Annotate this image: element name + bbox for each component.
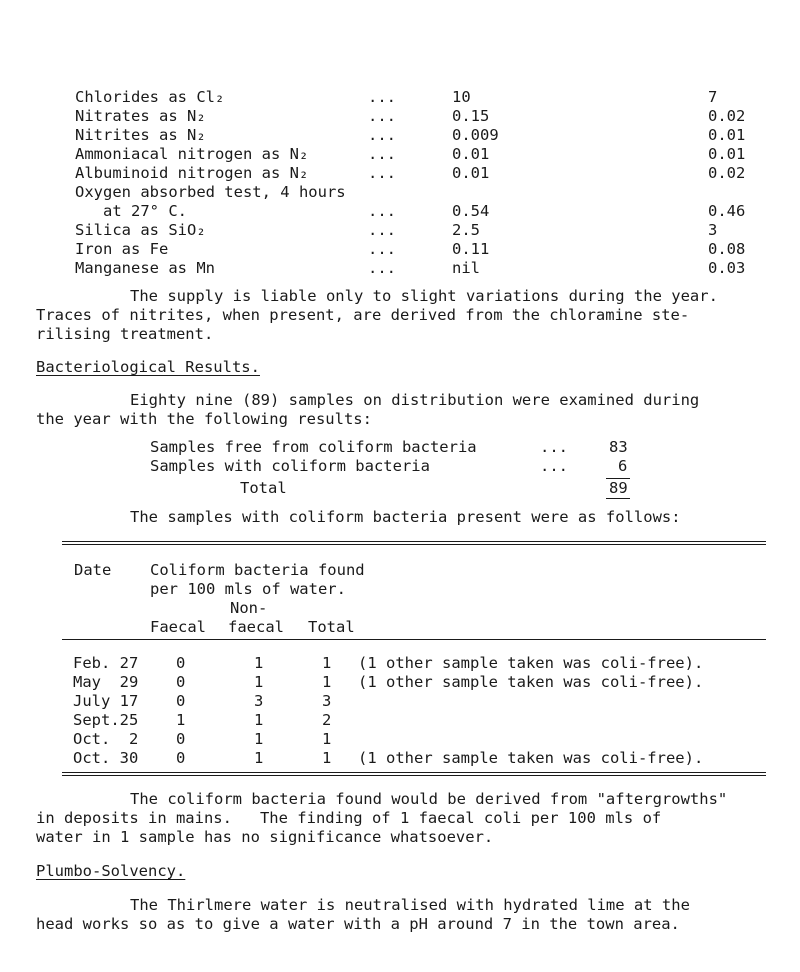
section-heading-plumbo-solvency: Plumbo-Solvency. — [36, 862, 186, 880]
samples-free-dots: ... — [540, 438, 568, 456]
analysis-value-2: 0.46 — [708, 202, 746, 220]
cell-faecal: 1 — [176, 711, 186, 729]
paragraph-line: The Thirlmere water is neutralised with hydrated lime at the — [130, 896, 690, 914]
analysis-dots: ... — [368, 88, 396, 106]
cell-total: 2 — [322, 711, 332, 729]
analysis-value-2: 0.01 — [708, 145, 746, 163]
paragraph-line: The coliform bacteria found would be derived from "aftergrowths" — [130, 790, 728, 808]
cell-note: (1 other sample taken was coli-free). — [358, 654, 704, 672]
cell-faecal: 0 — [176, 673, 186, 691]
cell-date: Oct. 30 — [73, 749, 139, 767]
paragraph-line: water in 1 sample has no significance whatsoever. — [36, 828, 494, 846]
analysis-dots: ... — [368, 145, 396, 163]
column-header-non: Non- — [230, 599, 268, 617]
samples-free-value: 83 — [609, 438, 628, 456]
paragraph-line: head works so as to give a water with a pH around 7 in the town area. — [36, 915, 680, 933]
cell-note: (1 other sample taken was coli-free). — [358, 749, 704, 767]
paragraph-line: rilising treatment. — [36, 325, 214, 343]
cell-faecal: 0 — [176, 654, 186, 672]
analysis-row — [0, 202, 800, 221]
cell-total: 1 — [322, 654, 332, 672]
analysis-value-2: 0.02 — [708, 164, 746, 182]
paragraph-line: Eighty nine (89) samples on distribution were examined during — [130, 391, 700, 409]
analysis-label: Albuminoid nitrogen as N₂ — [75, 164, 309, 182]
cell-total: 3 — [322, 692, 332, 710]
analysis-value-2: 7 — [708, 88, 718, 106]
cell-total: 1 — [322, 673, 332, 691]
paragraph-line: Traces of nitrites, when present, are derived from the chloramine ste- — [36, 306, 690, 324]
analysis-dots: ... — [368, 107, 396, 125]
analysis-row — [0, 88, 800, 107]
table-row — [0, 654, 800, 673]
cell-faecal: 0 — [176, 730, 186, 748]
cell-nonfaecal: 3 — [254, 692, 264, 710]
analysis-dots: ... — [368, 259, 396, 277]
analysis-value-1: 0.01 — [452, 164, 490, 182]
cell-nonfaecal: 1 — [254, 749, 264, 767]
analysis-row — [0, 107, 800, 126]
cell-faecal: 0 — [176, 749, 186, 767]
analysis-label: Iron as Fe — [75, 240, 169, 258]
cell-faecal: 0 — [176, 692, 186, 710]
paragraph-line: The supply is liable only to slight variations during the year. — [130, 287, 718, 305]
analysis-dots: ... — [368, 221, 396, 239]
paragraph-line: in deposits in mains. The finding of 1 faecal coli per 100 mls of — [36, 809, 662, 827]
cell-total: 1 — [322, 730, 332, 748]
analysis-label: at 27° C. — [75, 202, 187, 220]
analysis-label: Silica as SiO₂ — [75, 221, 206, 239]
analysis-value-2: 0.01 — [708, 126, 746, 144]
analysis-value-1: 0.11 — [452, 240, 490, 258]
analysis-dots: ... — [368, 126, 396, 144]
cell-nonfaecal: 1 — [254, 654, 264, 672]
column-header-total: Total — [308, 618, 355, 636]
analysis-row — [0, 126, 800, 145]
analysis-row — [0, 145, 800, 164]
table-header-rule — [62, 639, 766, 640]
column-header-date: Date — [74, 561, 112, 579]
samples-free-label: Samples free from coliform bacteria — [150, 438, 477, 456]
analysis-value-1: 0.15 — [452, 107, 490, 125]
analysis-value-2: 0.03 — [708, 259, 746, 277]
analysis-value-2: 0.08 — [708, 240, 746, 258]
analysis-value-2: 0.02 — [708, 107, 746, 125]
analysis-value-1: 0.54 — [452, 202, 490, 220]
analysis-value-1: 10 — [452, 88, 471, 106]
table-row — [0, 730, 800, 749]
samples-total-label: Total — [240, 479, 287, 497]
analysis-row — [0, 164, 800, 183]
cell-note: (1 other sample taken was coli-free). — [358, 673, 704, 691]
analysis-row — [0, 221, 800, 240]
cell-nonfaecal: 1 — [254, 673, 264, 691]
analysis-value-1: nil — [452, 259, 480, 277]
cell-date: May 29 — [73, 673, 139, 691]
cell-date: Feb. 27 — [73, 654, 139, 672]
cell-nonfaecal: 1 — [254, 711, 264, 729]
analysis-value-1: 0.01 — [452, 145, 490, 163]
table-top-rule — [62, 541, 766, 545]
table-row — [0, 673, 800, 692]
analysis-label: Nitrates as N₂ — [75, 107, 206, 125]
samples-with-value: 6 — [618, 457, 628, 475]
cell-nonfaecal: 1 — [254, 730, 264, 748]
analysis-value-2: 3 — [708, 221, 718, 239]
table-row — [0, 711, 800, 730]
table-row — [0, 749, 800, 768]
analysis-row — [0, 183, 800, 202]
samples-total-underline — [606, 498, 630, 499]
analysis-row — [0, 240, 800, 259]
section-heading-bacteriological: Bacteriological Results. — [36, 358, 260, 376]
analysis-dots: ... — [368, 164, 396, 182]
cell-date: Sept.25 — [73, 711, 139, 729]
analysis-label: Oxygen absorbed test, 4 hours — [75, 183, 346, 201]
column-header-faecal: Faecal — [150, 618, 206, 636]
analysis-dots: ... — [368, 202, 396, 220]
analysis-value-1: 2.5 — [452, 221, 480, 239]
table-bottom-rule — [62, 772, 766, 776]
table-row — [0, 692, 800, 711]
analysis-value-1: 0.009 — [452, 126, 499, 144]
analysis-label: Nitrites as N₂ — [75, 126, 206, 144]
column-header-nonfaecal: faecal — [228, 618, 284, 636]
paragraph-line: The samples with coliform bacteria present were as follows: — [130, 508, 681, 526]
samples-with-label: Samples with coliform bacteria — [150, 457, 430, 475]
paragraph-line: the year with the following results: — [36, 410, 372, 428]
cell-date: Oct. 2 — [73, 730, 139, 748]
analysis-row — [0, 259, 800, 278]
samples-total-value: 89 — [609, 479, 628, 497]
analysis-label: Manganese as Mn — [75, 259, 215, 277]
analysis-label: Ammoniacal nitrogen as N₂ — [75, 145, 309, 163]
samples-with-dots: ... — [540, 457, 568, 475]
cell-date: July 17 — [73, 692, 139, 710]
column-header-subtitle: per 100 mls of water. — [150, 580, 346, 598]
column-header-title: Coliform bacteria found — [150, 561, 365, 579]
analysis-dots: ... — [368, 240, 396, 258]
analysis-label: Chlorides as Cl₂ — [75, 88, 225, 106]
cell-total: 1 — [322, 749, 332, 767]
